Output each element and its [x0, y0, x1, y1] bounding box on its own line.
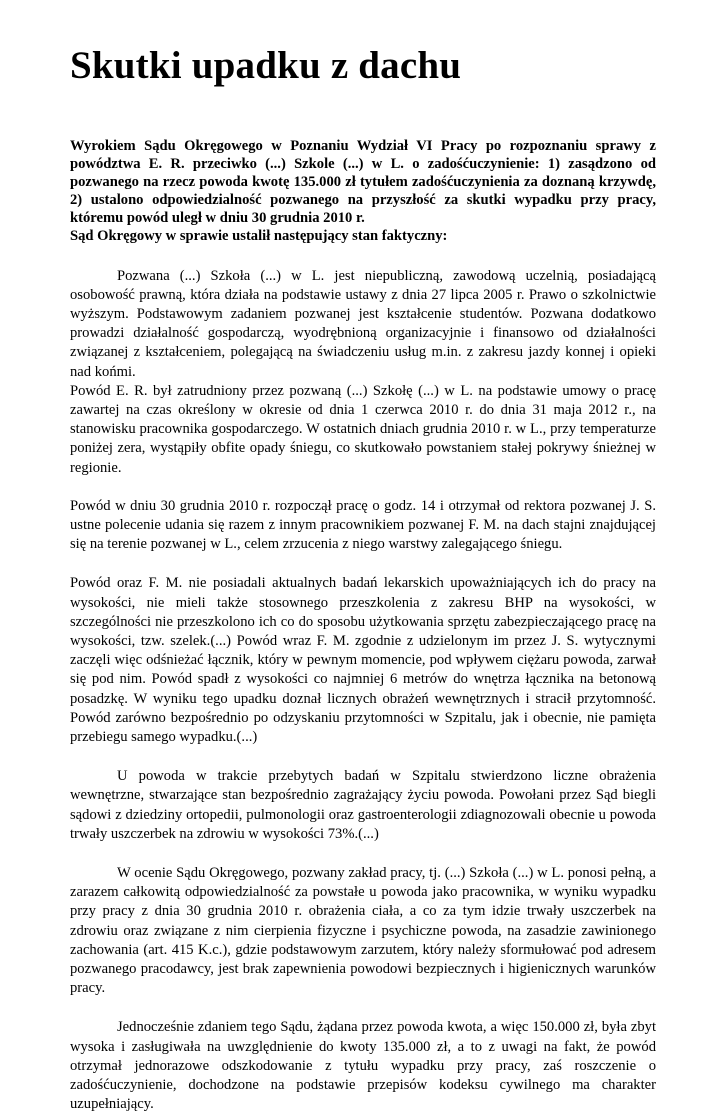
paragraph-accident: Powód oraz F. M. nie posiadali aktualnych badań lekarskich upoważniających ich do pracy na wysokości, nie mieli także stosownego przeszkolenia z zakresu BHP na wysokości, w szczególności nie przeszkolono ich co do sposobu użytkowania sprzętu zabezpieczającego pracę na wysokości, tzw. szelek.(...) Powód wraz F. M. zgodnie z udzielonym im przez J. S. wytycznymi zaczęli więc odśnieżać łącznik, który w pewnym momencie, pod wpływem ciężaru powoda, zarwał się pod nim. Powód spadł z wysokości co najmniej 6 metrów do wnętrza łącznika na betonową posadzkę. W wyniku tego upadku doznał licznych obrażeń wewnętrznych i stracił przytomność. Powód zarówno bezpośrednio po odzyskaniu przytomności w Szpitalu, jak i obecnie, nie pamięta przebiegu samego wypadku.(...)	[70, 575, 656, 746]
document-page	[70, 0, 656, 1114]
paragraph-instruction: Powód w dniu 30 grudnia 2010 r. rozpoczął pracę o godz. 14 i otrzymał od rektora pozwanej J. S. ustne polecenie udania się razem z innym pracownikiem pozwanej F. M. na dach stajni znajdującej się na terenie pozwanej w L., celem zrzucenia z niego warstwy zalegającego śniegu.	[70, 497, 656, 553]
lead-summary: Wyrokiem Sądu Okręgowego w Poznaniu Wydział VI Pracy po rozpoznaniu sprawy z powództwa E. R. przeciwko (...) Szkole (...) w L. o zadośćuczynienie: 1) zasądzono od pozwanego na rzecz powoda kwotę 135.000 zł tytułem zadośćuczynienia za doznaną krzywdę, 2) ustalono odpowiedzialność pozwanego na przyszłość za skutki wypadku przy pracy, któremu powód uległ w dniu 30 grudnia 2010 r.	[70, 138, 656, 227]
paragraph-compensation: Jednocześnie zdaniem tego Sądu, żądana przez powoda kwota, a więc 150.000 zł, była zbyt wysoka i zasługiwała na uwzględnienie do kwoty 135.000 zł, a to z uwagi na fakt, że powód otrzymał jednorazowe odszkodowanie z tytułu wypadku przy pracy, zaś roszczenie o zadośćuczynienie, dochodzone na podstawie przepisów kodeksu cywilnego ma charakter uzupełniający.	[70, 1019, 656, 1113]
paragraph-liability: W ocenie Sądu Okręgowego, pozwany zakład pracy, tj. (...) Szkoła (...) w L. ponosi pełną, a zarazem całkowitą odpowiedzialność za powstałe u powoda jako pracownika, w wyniku wypadku przy pracy z dnia 30 grudnia 2010 r. obrażenia ciała, a co za tym idzie trwały uszczerbek na zdrowiu oraz związane z nim cierpienia fizyczne i psychiczne powoda, na zasadzie zawinionego zachowania (art. 415 K.c.), gdzie podstawowym zarzutem, który należy sformułować pod adresem pozwanego pracodawcy, jest brak zapewnienia powodowi bezpiecznych i higienicznych warunków pracy.	[70, 865, 656, 997]
document-title: Skutki upadku z dachu	[70, 44, 462, 87]
paragraph-injuries: U powoda w trakcie przebytych badań w Szpitalu stwierdzono liczne obrażenia wewnętrzne, stwarzające stan bezpośrednio zagrażający życiu powoda. Powołani przez Sąd biegli sądowi z dziedziny ortopedii, pulmonologii oraz gastroenterologii zdiagnozowali obecnie u powoda trwały uszczerbek na zdrowiu w wysokości 73%.(...)	[70, 768, 656, 842]
paragraph-employment: Powód E. R. był zatrudniony przez pozwaną (...) Szkołę (...) w L. na podstawie umowy o pracę zawartej na czas określony w okresie od dnia 1 czerwca 2010 r. do dnia 31 maja 2012 r., na stanowisku pracownika gospodarczego. W ostatnich dniach grudnia 2010 r. w L., przy temperaturze poniżej zera, wystąpiły obfite opady śniegu, co skutkowało powstaniem stałej pokrywy śnieżnej w regionie.	[70, 382, 656, 476]
paragraph-defendant: Pozwana (...) Szkoła (...) w L. jest niepubliczną, zawodową uczelnią, posiadającą osobowość prawną, która działa na podstawie ustawy z dnia 27 lipca 2005 r. Prawo o szkolnictwie wyższym. Podstawowym zadaniem pozwanej jest kształcenie studentów. Pozwana dodatkowo prowadzi działalność gospodarczą, wyodrębnioną organizacyjnie i finansowo od działalności związanej z kształceniem, polegającą na świadczeniu usług m.in. z zakresu jazdy konnej i opieki nad końmi.	[70, 267, 656, 380]
lead-facts-heading: Sąd Okręgowy w sprawie ustalił następujący stan faktyczny:	[70, 228, 448, 245]
